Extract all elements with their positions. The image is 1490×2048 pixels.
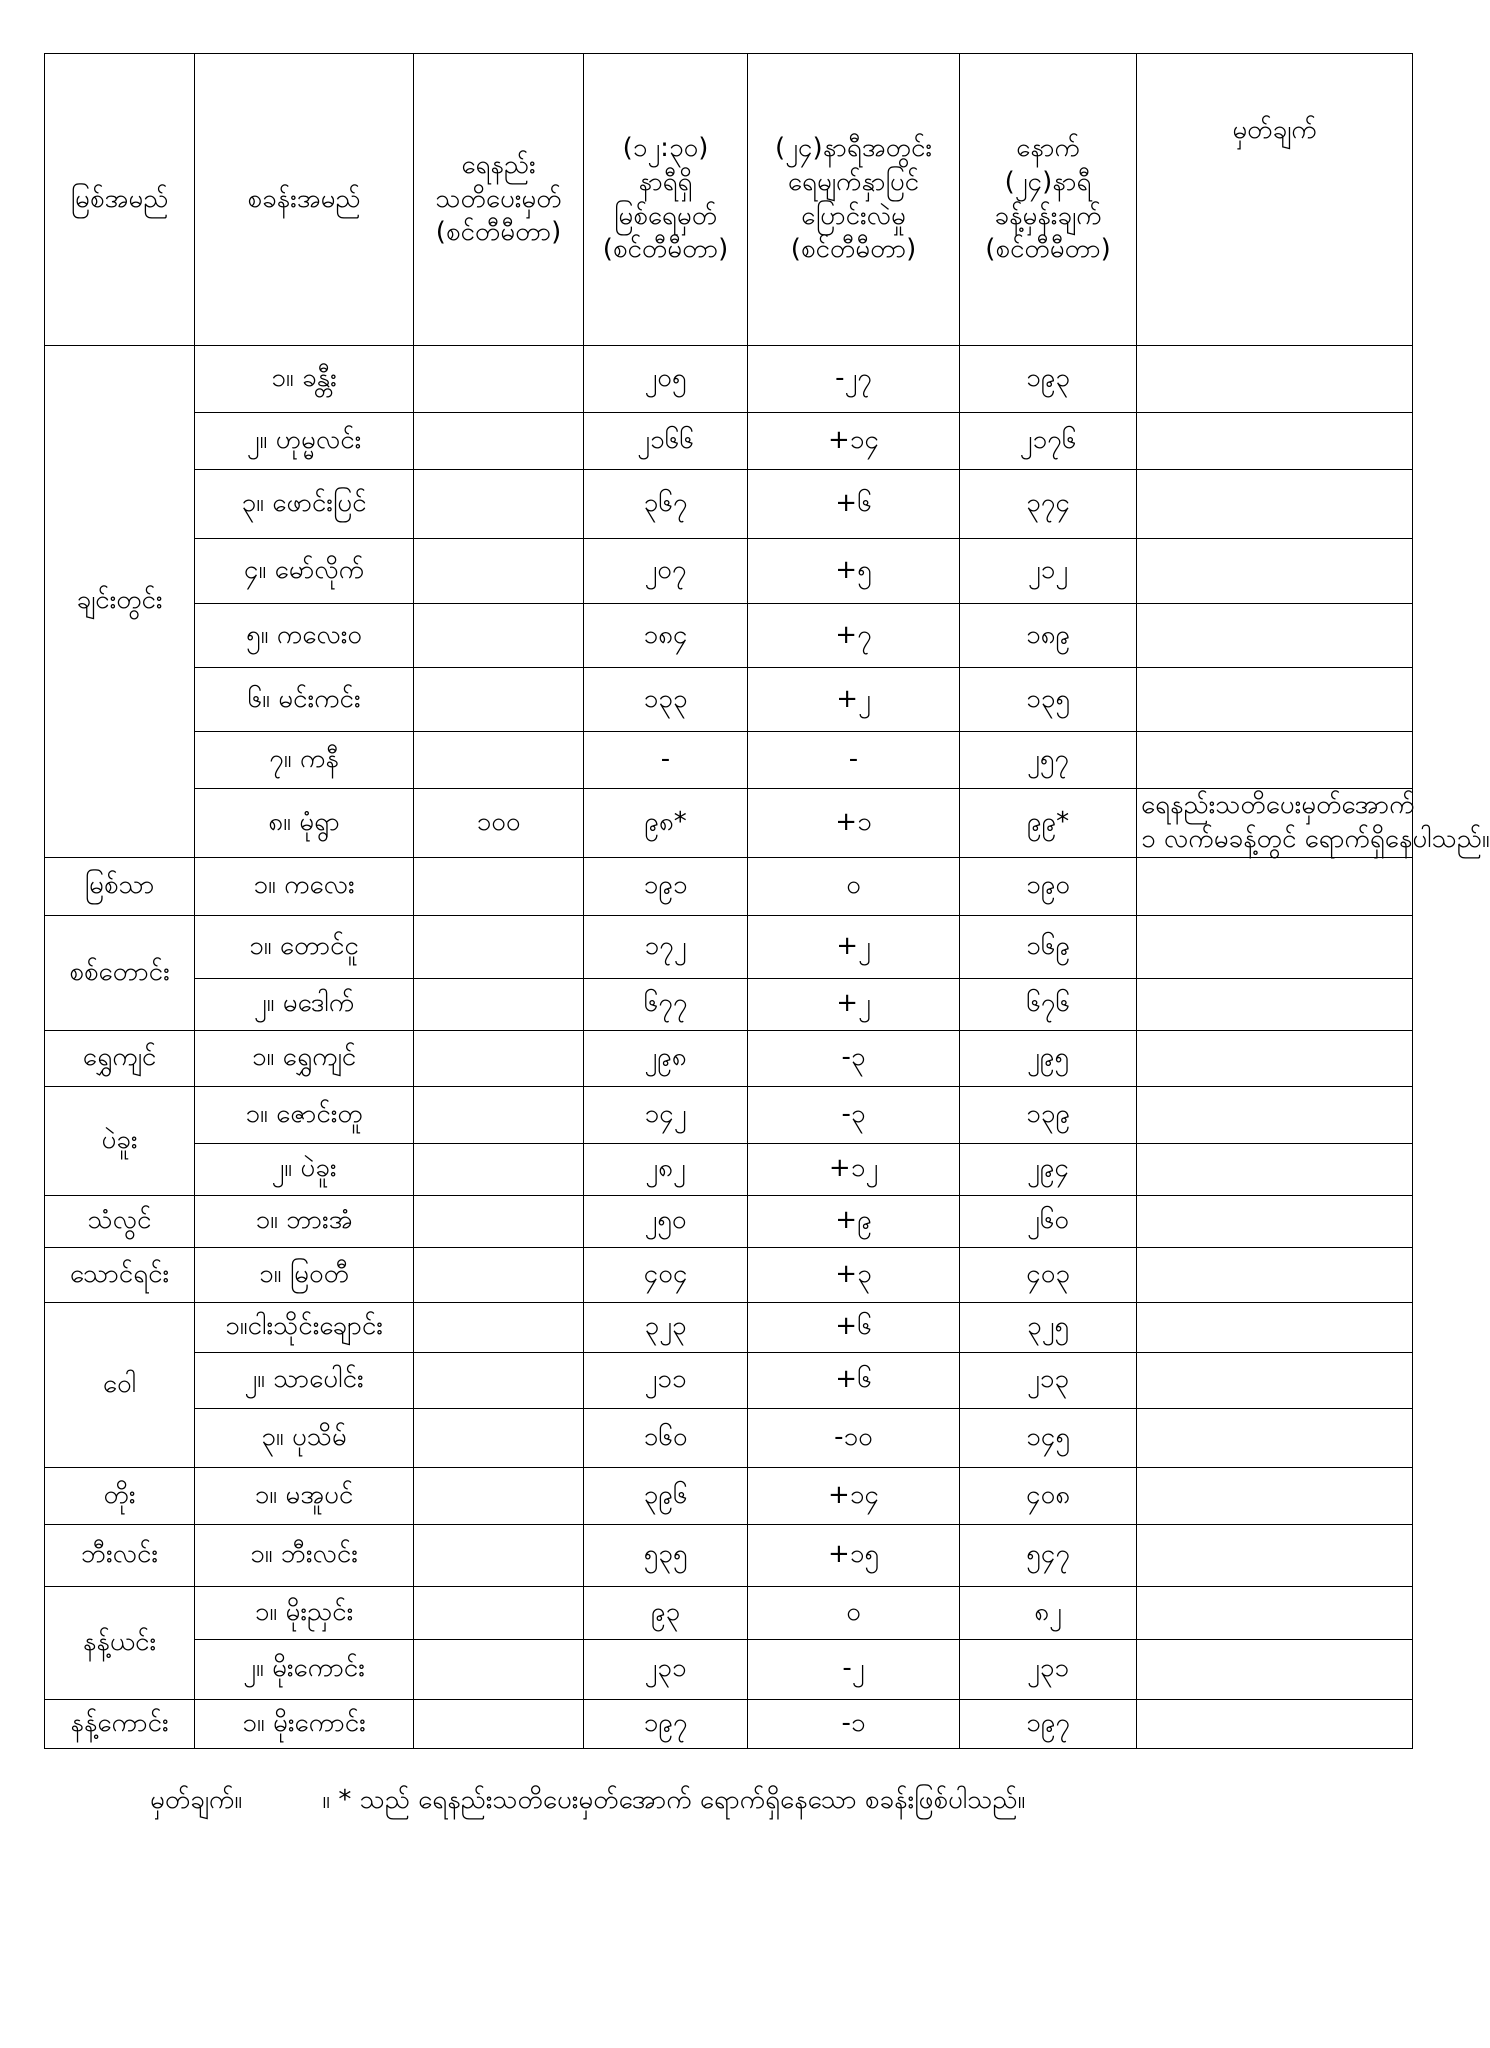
river-name-cell: သောင်ရင်း (45, 1247, 195, 1302)
remark-cell (1137, 978, 1413, 1030)
warning-level-cell (414, 1030, 584, 1086)
header-forecast-line: (စင်တီမီတာ) (985, 234, 1111, 265)
change-cell: +၁၂ (748, 1143, 960, 1195)
table-row (45, 539, 1413, 604)
forecast-cell: ၁၉၀ (960, 857, 1137, 915)
table-row (45, 1467, 1413, 1524)
river-name-cell: ပဲခူး (45, 1086, 195, 1195)
header-river (45, 54, 195, 346)
header-river-line: မြစ်အမည် (70, 183, 169, 214)
header-forecast (960, 54, 1137, 346)
forecast-cell: ၈၂ (960, 1586, 1137, 1639)
header-row (45, 54, 1413, 346)
table-row (45, 1408, 1413, 1467)
remark-cell (1137, 1086, 1413, 1143)
station-cell: ၁။ မိုးညှင်း (195, 1586, 414, 1639)
table-row (45, 1639, 1413, 1699)
river-name-cell: စစ်တောင်း (45, 915, 195, 1030)
forecast-cell: ၃၇၄ (960, 470, 1137, 539)
remark-cell (1137, 915, 1413, 978)
river-level-table (44, 53, 1490, 1749)
remark-cell (1137, 668, 1413, 732)
remark-cell (1137, 1352, 1413, 1408)
warning-level-cell: ၁၀၀ (414, 789, 584, 858)
station-cell: ၅။ ကလေးဝ (195, 604, 414, 668)
water-level-cell: ၂၈၂ (584, 1143, 748, 1195)
header-change-line: (စင်တီမီတာ) (790, 234, 917, 265)
station-cell: ၁။ ဇောင်းတူ (195, 1086, 414, 1143)
water-level-cell: ၂၀၅ (584, 346, 748, 413)
warning-level-cell (414, 915, 584, 978)
change-cell: +၂ (748, 978, 960, 1030)
forecast-cell: ၁၈၉ (960, 604, 1137, 668)
forecast-cell: ၂၉၅ (960, 1030, 1137, 1086)
forecast-cell: ၁၉၃ (960, 346, 1137, 413)
warning-level-cell (414, 413, 584, 470)
header-24h-change (748, 54, 960, 346)
warning-level-cell (414, 1302, 584, 1352)
forecast-cell: ၄၀၃ (960, 1247, 1137, 1302)
table-row (45, 413, 1413, 470)
station-cell: ၂။ ဟုမ္မလင်း (195, 413, 414, 470)
header-warning-line: ရေနည်း (461, 149, 536, 180)
footnote-label: မှတ်ချက်။ (150, 1785, 243, 1815)
station-cell: ၆။ မင်းကင်း (195, 668, 414, 732)
warning-level-cell (414, 1352, 584, 1408)
header-change-line: ပြောင်းလဲမှု (801, 200, 906, 231)
water-level-cell: ၂၃၁ (584, 1639, 748, 1699)
table-row (45, 857, 1413, 915)
forecast-cell: ၂၅၇ (960, 732, 1137, 789)
change-cell: -၂၇ (748, 346, 960, 413)
table-row (45, 668, 1413, 732)
forecast-cell: ၂၁၂ (960, 539, 1137, 604)
warning-level-cell (414, 1639, 584, 1699)
station-cell: ၁။ မြဝတီ (195, 1247, 414, 1302)
station-cell: ၈။ မုံရွာ (195, 789, 414, 858)
warning-level-cell (414, 1408, 584, 1467)
warning-level-cell (414, 346, 584, 413)
forecast-cell: ၁၃၅ (960, 668, 1137, 732)
forecast-cell: ၂၃၁ (960, 1639, 1137, 1699)
remark-cell (1137, 470, 1413, 539)
change-cell: +၁၄ (748, 413, 960, 470)
table-row (45, 604, 1413, 668)
station-cell: ၁။ ခန္တီး (195, 346, 414, 413)
warning-level-cell (414, 1586, 584, 1639)
header-water-level (584, 54, 748, 346)
table-row (45, 1143, 1413, 1195)
river-name-cell: မြစ်သာ (45, 857, 195, 915)
station-cell: ၁။ တောင်ငူ (195, 915, 414, 978)
forecast-cell: ၁၆၉ (960, 915, 1137, 978)
change-cell: ၀ (748, 1586, 960, 1639)
table-row (45, 789, 1413, 858)
header-warning-level (414, 54, 584, 346)
warning-level-cell (414, 1467, 584, 1524)
water-level-cell: ၃၉၆ (584, 1467, 748, 1524)
station-cell: ၄။ မော်လိုက် (195, 539, 414, 604)
water-level-cell: ၂၉၈ (584, 1030, 748, 1086)
remark-cell (1137, 604, 1413, 668)
header-change-line: ရေမျက်နှာပြင် (787, 166, 920, 197)
table-row (45, 1352, 1413, 1408)
station-cell: ၂။ သာပေါင်း (195, 1352, 414, 1408)
table-row (45, 1302, 1413, 1352)
warning-level-cell (414, 539, 584, 604)
river-name-cell: ချင်းတွင်း (45, 346, 195, 858)
river-name-cell: ဝေါ (45, 1302, 195, 1467)
forecast-cell: ၆၇၆ (960, 978, 1137, 1030)
warning-level-cell (414, 1143, 584, 1195)
remark-line: ရေနည်းသတိပေးမှတ်အောက် (1141, 790, 1415, 820)
table-row (45, 1030, 1413, 1086)
water-level-cell: ၁၉၇ (584, 1699, 748, 1748)
water-level-cell: ၂၀၇ (584, 539, 748, 604)
river-name-cell: နန့်ယင်း (45, 1586, 195, 1699)
water-level-cell: ၁၈၄ (584, 604, 748, 668)
change-cell: -၃ (748, 1030, 960, 1086)
remark-cell (1137, 1143, 1413, 1195)
river-name-cell: တိုး (45, 1467, 195, 1524)
change-cell: - (748, 732, 960, 789)
table-row (45, 915, 1413, 978)
table-row (45, 1586, 1413, 1639)
remark-cell (1137, 1524, 1413, 1586)
forecast-cell: ၁၄၅ (960, 1408, 1137, 1467)
table-row (45, 978, 1413, 1030)
station-cell: ၇။ ကနီ (195, 732, 414, 789)
water-level-cell: ၉၃ (584, 1586, 748, 1639)
water-level-cell: ၃၂၃ (584, 1302, 748, 1352)
remark-cell (1137, 539, 1413, 604)
remark-cell (1137, 1247, 1413, 1302)
water-level-cell: ၂၁၁ (584, 1352, 748, 1408)
river-name-cell: ဘီးလင်း (45, 1524, 195, 1586)
warning-level-cell (414, 1086, 584, 1143)
remark-cell (1137, 857, 1413, 915)
river-name-cell: သံလွင် (45, 1195, 195, 1247)
warning-level-cell (414, 668, 584, 732)
remark-cell (1137, 1586, 1413, 1639)
remark-cell (1137, 413, 1413, 470)
river-name-cell: ရွှေကျင် (45, 1030, 195, 1086)
header-station-line: စခန်းအမည် (247, 183, 361, 214)
station-cell: ၁။ မိုးကောင်း (195, 1699, 414, 1748)
remark-cell (1137, 1030, 1413, 1086)
forecast-cell: ၂၆၀ (960, 1195, 1137, 1247)
change-cell: +၁၅ (748, 1524, 960, 1586)
station-cell: ၃။ ဖောင်းပြင် (195, 470, 414, 539)
station-cell: ၁။ ကလေး (195, 857, 414, 915)
remark-cell (1137, 789, 1490, 858)
header-change-line: (၂၄)နာရီအတွင်း (775, 132, 932, 163)
header-level-line: (စင်တီမီတာ) (602, 234, 729, 265)
change-cell: -၁ (748, 1699, 960, 1748)
warning-level-cell (414, 604, 584, 668)
remark-cell (1137, 1467, 1413, 1524)
table-row (45, 1247, 1413, 1302)
station-cell: ၃။ ပုသိမ် (195, 1408, 414, 1467)
footnote (150, 1782, 1025, 1821)
remark-cell (1137, 1408, 1413, 1467)
header-level-line: နာရီရှိ (638, 166, 693, 197)
header-level-line: မြစ်ရေမှတ် (613, 200, 718, 231)
table-row (45, 1195, 1413, 1247)
station-cell: ၁။ ရွှေကျင် (195, 1030, 414, 1086)
water-level-cell: ၁၆၀ (584, 1408, 748, 1467)
header-warning-line: (စင်တီမီတာ) (435, 217, 562, 248)
water-level-cell: ၄၀၄ (584, 1247, 748, 1302)
change-cell: -၁၀ (748, 1408, 960, 1467)
forecast-cell: ၂၁၃ (960, 1352, 1137, 1408)
header-warning-line: သတိပေးမှတ် (435, 183, 562, 214)
header-forecast-line: နောက် (1016, 132, 1080, 163)
water-level-cell: ၁၄၂ (584, 1086, 748, 1143)
change-cell: +၆ (748, 1302, 960, 1352)
header-level-line: (၁၂:၃၀) (622, 132, 709, 163)
warning-level-cell (414, 1524, 584, 1586)
station-cell: ၁။ မအူပင် (195, 1467, 414, 1524)
water-level-cell: ၂၁၆၆ (584, 413, 748, 470)
remark-cell (1137, 1639, 1413, 1699)
warning-level-cell (414, 978, 584, 1030)
warning-level-cell (414, 1699, 584, 1748)
table-row (45, 1699, 1413, 1748)
water-level-cell: ၁၃၃ (584, 668, 748, 732)
water-level-cell: ၅၃၅ (584, 1524, 748, 1586)
water-level-cell: - (584, 732, 748, 789)
station-cell: ၂။ မဒေါက် (195, 978, 414, 1030)
remark-cell (1137, 1195, 1413, 1247)
change-cell: +၅ (748, 539, 960, 604)
change-cell: -၂ (748, 1639, 960, 1699)
change-cell: +၂ (748, 668, 960, 732)
forecast-cell: ၉၉* (960, 789, 1137, 858)
station-cell: ၁။ ဘီးလင်း (195, 1524, 414, 1586)
footnote-text: ။ * သည် ရေနည်းသတိပေးမှတ်အောက် ရောက်ရှိနေသော စခန်းဖြစ်ပါသည်။ (322, 1785, 1026, 1815)
warning-level-cell (414, 1195, 584, 1247)
change-cell: +၆ (748, 470, 960, 539)
forecast-cell: ၁၃၉ (960, 1086, 1137, 1143)
change-cell: +၆ (748, 1352, 960, 1408)
change-cell: +၇ (748, 604, 960, 668)
warning-level-cell (414, 857, 584, 915)
water-level-cell: ၉၈* (584, 789, 748, 858)
remark-cell (1137, 1302, 1413, 1352)
forecast-cell: ၂၉၄ (960, 1143, 1137, 1195)
table-row (45, 1086, 1413, 1143)
forecast-cell: ၂၁၇၆ (960, 413, 1137, 470)
forecast-cell: ၅၄၇ (960, 1524, 1137, 1586)
change-cell: ၀ (748, 857, 960, 915)
remark-cell (1137, 346, 1413, 413)
warning-level-cell (414, 470, 584, 539)
forecast-cell: ၁၉၇ (960, 1699, 1137, 1748)
change-cell: +၁၄ (748, 1467, 960, 1524)
water-level-cell: ၆၇၇ (584, 978, 748, 1030)
change-cell: +၁ (748, 789, 960, 858)
table-row (45, 732, 1413, 789)
change-cell: +၉ (748, 1195, 960, 1247)
station-cell: ၂။ ပဲခူး (195, 1143, 414, 1195)
forecast-cell: ၄၀၈ (960, 1467, 1137, 1524)
header-remark (1137, 54, 1413, 346)
warning-level-cell (414, 732, 584, 789)
header-forecast-line: (၂၄)နာရီ (1004, 166, 1092, 197)
remark-cell (1137, 732, 1413, 789)
header-remark-line: မှတ်ချက် (1232, 115, 1317, 145)
forecast-cell: ၃၂၅ (960, 1302, 1137, 1352)
water-level-cell: ၁၇၂ (584, 915, 748, 978)
water-level-cell: ၃၆၇ (584, 470, 748, 539)
header-forecast-line: ခန့်မှန်းချက် (994, 200, 1102, 231)
change-cell: +၃ (748, 1247, 960, 1302)
table-row (45, 1524, 1413, 1586)
station-cell: ၂။ မိုးကောင်း (195, 1639, 414, 1699)
warning-level-cell (414, 1247, 584, 1302)
table-row (45, 470, 1413, 539)
table-row (45, 346, 1413, 413)
change-cell: +၂ (748, 915, 960, 978)
river-name-cell: နန့်ကောင်း (45, 1699, 195, 1748)
remark-line: ၁ လက်မခန့်တွင် ရောက်ရှိနေပါသည်။ (1141, 823, 1490, 854)
water-level-cell: ၂၅၀ (584, 1195, 748, 1247)
header-station (195, 54, 414, 346)
change-cell: -၃ (748, 1086, 960, 1143)
station-cell: ၁။ငါးသိုင်းချောင်း (195, 1302, 414, 1352)
remark-cell (1137, 1699, 1413, 1748)
station-cell: ၁။ ဘားအံ (195, 1195, 414, 1247)
water-level-cell: ၁၉၁ (584, 857, 748, 915)
